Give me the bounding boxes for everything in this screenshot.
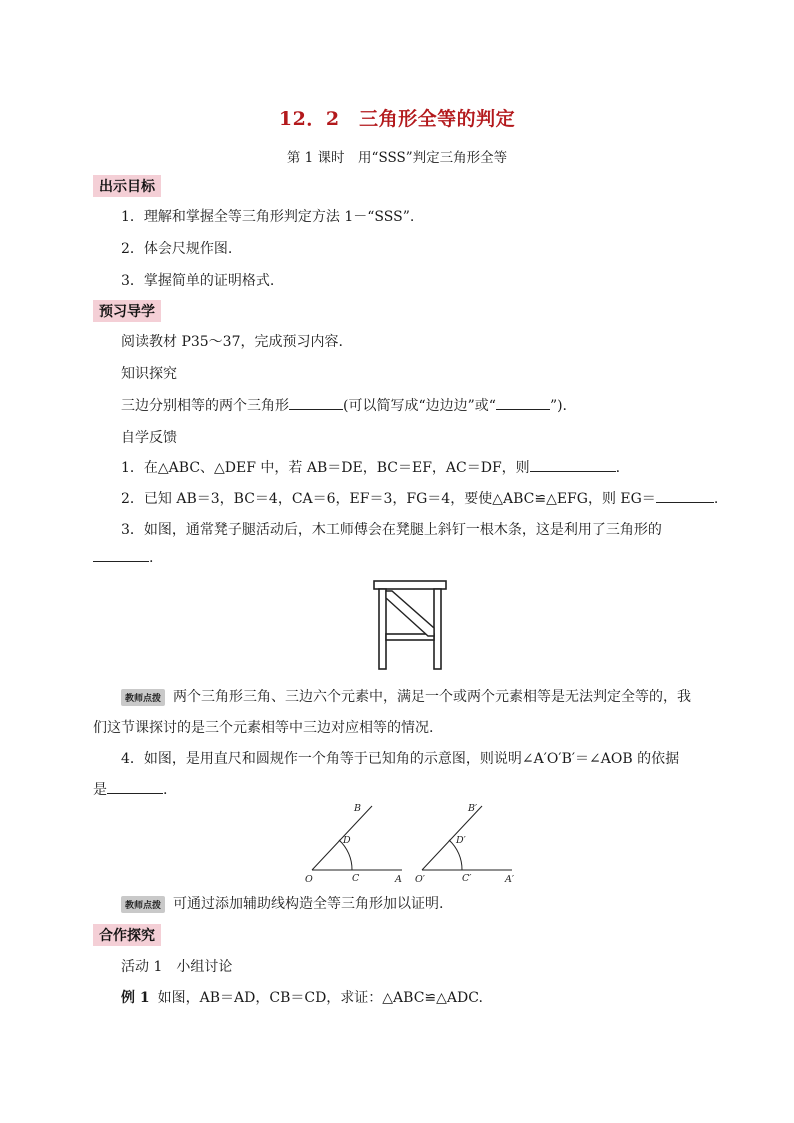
- point-label: B: [354, 803, 361, 814]
- knowledge-statement: [121, 395, 567, 415]
- feedback-heading: 自学反馈: [121, 430, 177, 446]
- question-4-end: .: [163, 782, 168, 798]
- angle-construction-figure: [300, 800, 522, 886]
- page-title: 12．2 三角形全等的判定: [278, 108, 516, 130]
- section-tag-objectives: 出示目标: [93, 175, 161, 197]
- answer-blank[interactable]: [656, 490, 714, 503]
- question-3-answer: [93, 549, 153, 566]
- question-3-end: .: [149, 550, 154, 566]
- point-label: D: [343, 835, 351, 846]
- section-tag-cooperative: 合作探究: [93, 924, 161, 946]
- teacher-tip-badge: 教师点拨: [121, 689, 165, 706]
- answer-blank[interactable]: [93, 549, 149, 562]
- question-2-text: 2．已知 AB＝3，BC＝4，CA＝6，EF＝3，FG＝4，要使△ABC≌△EFG，则 EG＝: [121, 491, 656, 507]
- question-1-text: 1．在△ABC、△DEF 中，若 AB＝DE，BC＝EF，AC＝DF，则: [121, 460, 530, 476]
- knowledge-text-a: 三边分别相等的两个三角形: [121, 398, 289, 414]
- example-1: [121, 987, 483, 1007]
- section-tag-preview: 预习导学: [93, 300, 161, 322]
- point-label: O: [305, 874, 313, 885]
- teacher-tip-text: 可通过添加辅助线构造全等三角形加以证明.: [173, 896, 444, 912]
- question-1-end: .: [615, 460, 621, 476]
- question-2: [121, 488, 718, 508]
- objective-item: 3．掌握简单的证明格式.: [121, 273, 275, 289]
- example-label: 例 1: [121, 990, 150, 1006]
- question-4-lead: 是: [93, 782, 107, 798]
- answer-blank[interactable]: [289, 397, 343, 410]
- answer-blank[interactable]: [530, 459, 616, 472]
- teacher-tip-badge: 教师点拨: [121, 896, 165, 913]
- answer-blank[interactable]: [107, 781, 163, 794]
- point-label: A: [395, 874, 402, 885]
- knowledge-text-c: ”).: [549, 398, 568, 414]
- knowledge-text-b: (可以简写成“边边边”或“: [343, 398, 496, 414]
- point-label: C: [352, 873, 360, 884]
- point-label: D′: [456, 835, 466, 846]
- point-label: B′: [468, 803, 478, 814]
- reading-instruction: 阅读教材 P35～37，完成预习内容.: [121, 334, 343, 350]
- activity-heading: 活动 1 小组讨论: [121, 959, 233, 975]
- question-3-text: 3．如图，通常凳子腿活动后，木工师傅会在凳腿上斜钉一根木条，这是利用了三角形的: [121, 522, 662, 538]
- question-4-answer: [93, 779, 167, 799]
- knowledge-heading: 知识探究: [121, 366, 177, 382]
- objective-item: 1．理解和掌握全等三角形判定方法 1－“SSS”.: [121, 209, 415, 225]
- answer-blank[interactable]: [496, 397, 550, 410]
- question-2-end: .: [713, 491, 719, 507]
- teacher-tip-2: [121, 893, 443, 913]
- stool-figure: [370, 578, 450, 670]
- question-4-text: 4．如图，是用直尺和圆规作一个角等于已知角的示意图，则说明∠A′O′B′＝∠AOB 的依据: [121, 751, 680, 767]
- objective-item: 2．体会尺规作图.: [121, 241, 233, 257]
- question-1: [121, 457, 620, 477]
- example-text: 如图，AB＝AD，CB＝CD，求证：△ABC≌△ADC.: [157, 990, 483, 1006]
- point-label: A′: [505, 874, 515, 885]
- lesson-subtitle: 第 1 课时 用“SSS”判定三角形全等: [286, 150, 508, 166]
- teacher-tip-1-continued: 们这节课探讨的是三个元素相等中三边对应相等的情况.: [93, 720, 434, 736]
- teacher-tip-text: 两个三角形三角、三边六个元素中，满足一个或两个元素相等是无法判定全等的，我: [173, 689, 692, 705]
- teacher-tip-1: [121, 686, 691, 706]
- point-label: O′: [415, 874, 425, 885]
- point-label: C′: [462, 873, 472, 884]
